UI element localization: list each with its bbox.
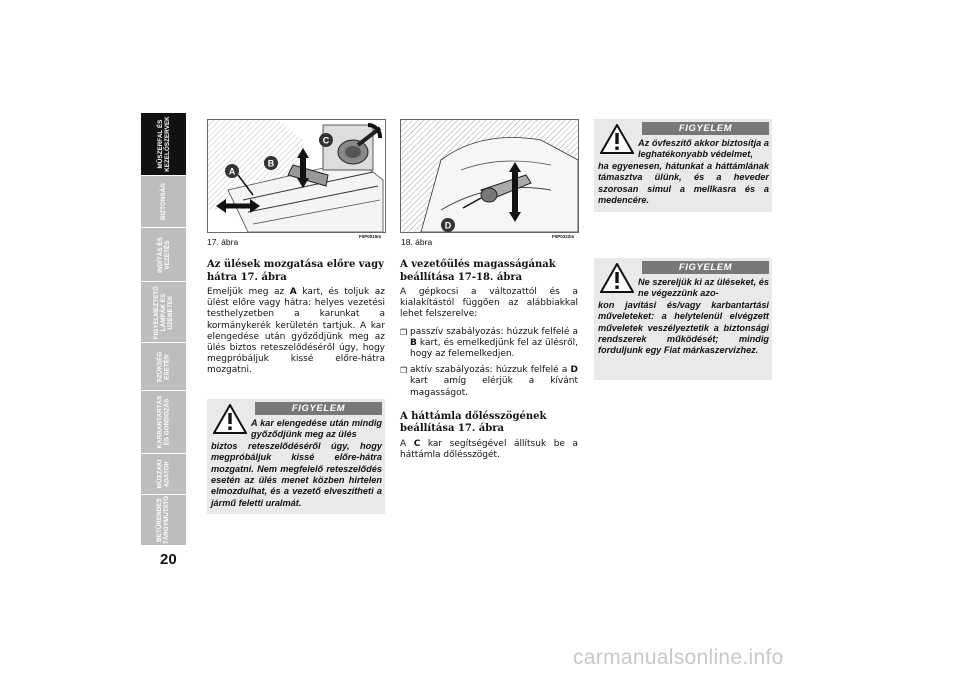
checkbox-bullet-icon: ❒ — [400, 327, 408, 337]
page-number: 20 — [160, 551, 177, 568]
tab-szukseg[interactable]: SZÜKSÉG ESETÉN — [141, 343, 186, 390]
tab-muszaki[interactable]: MŰSZAKI ADATOK — [141, 454, 186, 494]
figure-17-code: F0P0015m — [359, 234, 382, 239]
tab-biztonsag[interactable]: BIZTONSÁG — [141, 176, 186, 227]
warning-title-1: FIGYELEM — [255, 402, 382, 415]
height-lever-illustration — [401, 120, 578, 232]
label-b: B — [267, 158, 275, 169]
chapter-tabs — [141, 113, 186, 545]
column-2 — [400, 259, 578, 467]
paragraph-seat-fore-aft: Emeljük meg az A kart, és toljuk az ülést előre vagy hátra: helyes vezetési testhelyzetben a karunkat a kormánykerék kerületén tartjuk. A kar elengedése után győződjünk meg az ülés biztos reteszelődéséről úgy, hogy megpróbáljuk kissé előre-hátra mozgatni. — [207, 287, 385, 376]
list-item-passive: ❒ passzív szabályozás: húzzuk felfelé a B kart, és emelkedjünk fel az ülésről, hogy az felemelkedjen. — [400, 326, 578, 360]
watermark: carmanualsonline.info — [573, 646, 784, 669]
warning-box-3 — [594, 258, 772, 380]
warning-title-2: FIGYELEM — [642, 122, 769, 135]
figure-17-caption: 17. ábra — [207, 237, 239, 247]
label-d: D — [444, 220, 452, 231]
tab-muszerfal[interactable]: MŰSZERFAL ÉS KEZELŐSZERVEK — [141, 113, 186, 175]
list-item-active: ❒ aktív szabályozás: húzzuk felfelé a D kart amíg elérjük a kívánt magasságot. — [400, 365, 578, 398]
heading-backrest: A háttámla dőlésszögének beállítása 17. ábra — [400, 410, 547, 435]
paragraph-backrest: A C kar segítségével állítsuk be a háttámla dőlésszögét. — [400, 438, 578, 461]
warning-text-3: Ne szereljük ki az üléseket, és ne végezzünk azo- kon javítási és/vagy karbantartási műveleteket: a helytelenül elvégzett műveletek veszélyeztetik a biztonsági rendszerek működését; mindig forduljunk egy Fiat márkaszervizhez. — [598, 277, 769, 356]
heading-seat-fore-aft: Az ülések mozgatása előre vagy hátra 17. ábra — [207, 259, 384, 283]
figure-17-seat-controls — [207, 119, 386, 233]
tab-karbantartas[interactable]: KARBANTARTÁS ÉS GONDOZÁS — [141, 391, 186, 453]
label-a: A — [228, 166, 236, 177]
tab-figyelmezteto[interactable]: FIGYELMEZTETŐ LÁMPÁK ÉS ÜZENETEK — [141, 282, 186, 342]
column-1 — [207, 259, 385, 383]
figure-18-code: F0P0322m — [552, 234, 575, 239]
tab-inditas[interactable]: INDÍTÁS ÉS VEZETÉS — [141, 228, 186, 281]
warning-box-1 — [207, 399, 385, 514]
warning-box-2 — [594, 119, 772, 212]
warning-text-1: A kar elengedése után mindig győződjünk meg az ülés biztos reteszelődéséről úgy, hogy megpróbáljuk kissé előre-hátra mozgatni. Nem megfelelő reteszelődés esetén az ülés menet közben hirtelen elmozdulhat, és a vezető elveszítheti a jármű feletti uralmát. — [211, 418, 382, 508]
paragraph-equipment: A gépkocsi a változattól és a kialakítástól függően az alábbiakkal lehet felszerelve: — [400, 287, 578, 320]
label-c: C — [322, 135, 330, 146]
checkbox-bullet-icon: ❒ — [400, 366, 408, 376]
heading-seat-height: A vezetőülés magasságának beállítása 17-18. ábra — [400, 259, 556, 283]
tab-betrendes[interactable]: BETŰRENDES TÁRGYMUTATÓ — [141, 495, 186, 545]
warning-text-2: Az övfeszítő akkor biztosítja a leghatékonyabb védelmet, ha egyenesen, hátunkat a háttámlának támasztva ülünk, és a heveder szorosan simul a mellkasra és a medencére. — [598, 138, 769, 206]
figure-18-height-lever — [400, 119, 579, 233]
warning-title-3: FIGYELEM — [642, 261, 769, 274]
figure-18-caption: 18. ábra — [401, 237, 433, 247]
seat-illustration — [208, 120, 385, 232]
